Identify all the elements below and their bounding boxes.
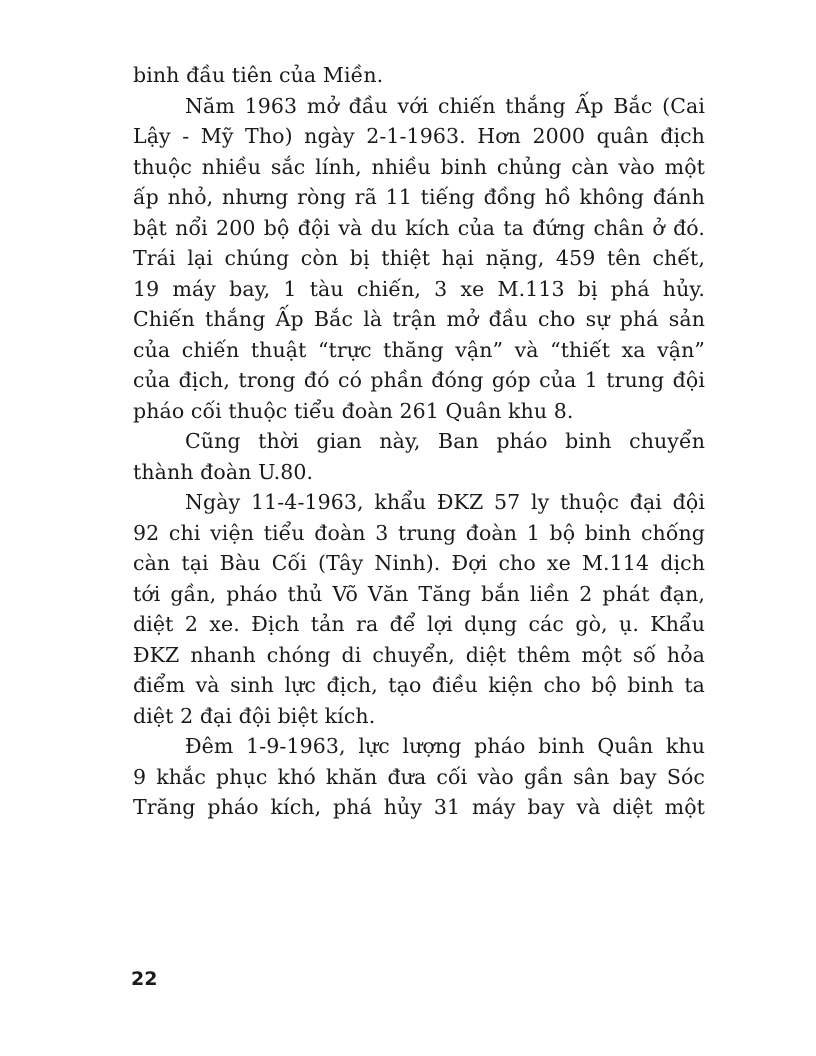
text-line: ấp nhỏ, nhưng ròng rã 11 tiếng đồng hồ không đánh <box>133 185 705 209</box>
body-text <box>133 60 705 823</box>
paragraph-start-line: Cũng thời gian này, Ban pháo binh chuyển <box>185 429 705 453</box>
text-line: Lậy - Mỹ Tho) ngày 2-1-1963. Hơn 2000 quân địch <box>133 124 705 148</box>
text-line: diệt 2 đại đội biệt kích. <box>133 703 376 728</box>
text-line: 19 máy bay, 1 tàu chiến, 3 xe M.113 bị phá hủy. <box>133 276 705 301</box>
text-line: tới gần, pháo thủ Võ Văn Tăng bắn liền 2 phát đạn, <box>133 581 705 606</box>
paragraph-start-line: Đêm 1-9-1963, lực lượng pháo binh Quân khu <box>185 734 705 758</box>
text-line: pháo cối thuộc tiểu đoàn 261 Quân khu 8. <box>133 398 574 423</box>
text-line: càn tại Bàu Cối (Tây Ninh). Đợi cho xe M.114 dịch <box>133 551 705 575</box>
text-line: thuộc nhiều sắc lính, nhiều binh chủng càn vào một <box>133 154 705 179</box>
text-line: ĐKZ nhanh chóng di chuyển, diệt thêm một số hỏa <box>133 642 705 667</box>
text-line: thành đoàn U.80. <box>133 459 314 484</box>
text-line: diệt 2 xe. Địch tản ra để lợi dụng các gò, ụ. Khẩu <box>133 612 705 636</box>
text-line: 9 khắc phục khó khăn đưa cối vào gần sân bay Sóc <box>133 764 705 789</box>
page-number: 22 <box>131 968 158 990</box>
text-line: bật nổi 200 bộ đội và du kích của ta đứng chân ở đó. <box>133 215 705 240</box>
paragraph-start-line: Năm 1963 mở đầu với chiến thắng Ấp Bắc (Cai <box>185 93 705 118</box>
text-line: 92 chi viện tiểu đoàn 3 trung đoàn 1 bộ binh chống <box>133 520 705 545</box>
text-line: điểm và sinh lực địch, tạo điều kiện cho bộ binh ta <box>133 673 705 697</box>
text-line: Trăng pháo kích, phá hủy 31 máy bay và diệt một <box>133 795 705 819</box>
text-line: của địch, trong đó có phần đóng góp của 1 trung đội <box>133 368 705 392</box>
text-line: binh đầu tiên của Miền. <box>133 63 384 87</box>
text-line: Trái lại chúng còn bị thiệt hại nặng, 459 tên chết, <box>133 246 705 270</box>
paragraph-start-line: Ngày 11-4-1963, khẩu ĐKZ 57 ly thuộc đại đội <box>185 490 705 514</box>
text-line: của chiến thuật “trực thăng vận” và “thiết xa vận” <box>133 337 705 362</box>
text-line: Chiến thắng Ấp Bắc là trận mở đầu cho sự phá sản <box>133 307 705 331</box>
